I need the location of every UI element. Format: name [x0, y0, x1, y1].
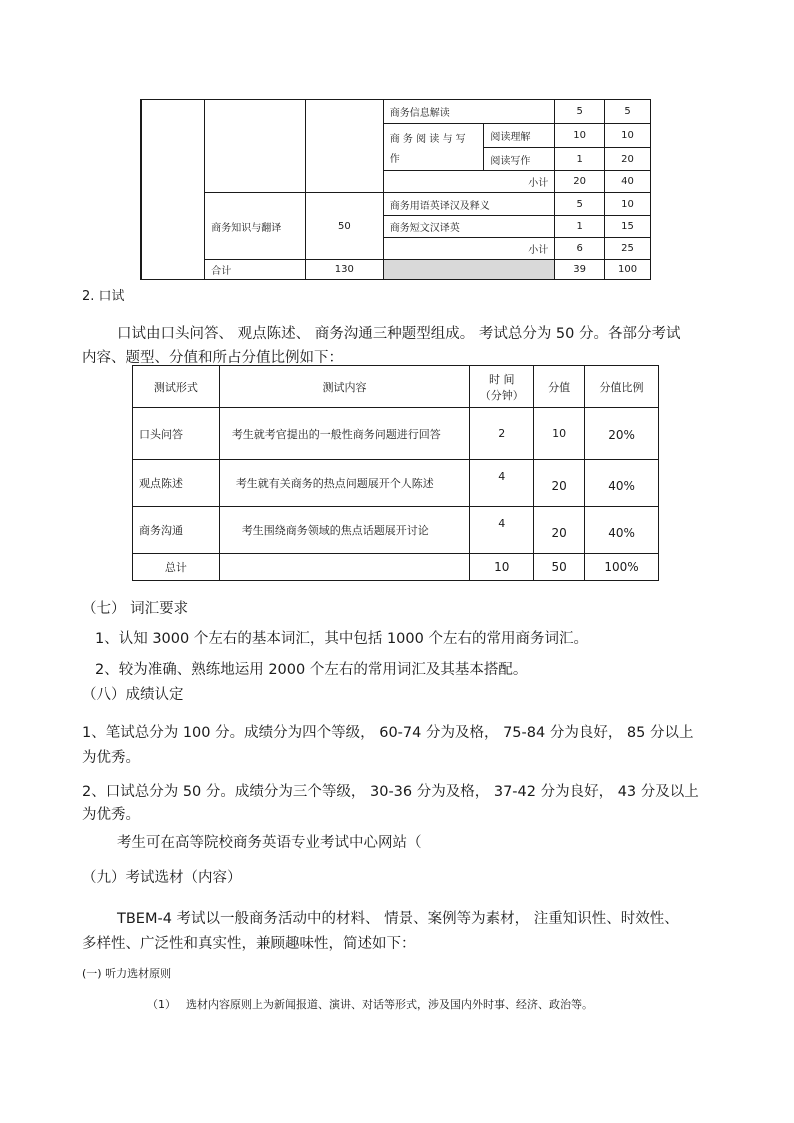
table1-cell: 10: [555, 124, 605, 148]
table1-cell: 阅读理解: [484, 124, 555, 148]
header-time-line: （分钟）: [479, 388, 524, 402]
website-note: 考生可在高等院校商务英语专业考试中心网站（: [117, 835, 422, 851]
table1-cell: 6: [555, 238, 605, 260]
row-time: 2: [470, 408, 534, 460]
table1-type-line: 作: [389, 154, 400, 165]
heading-listening: (一) 听力选材原则: [82, 967, 172, 980]
table1-cell: 10: [605, 193, 651, 216]
oral-intro-line: 口试由口头问答、 观点陈述、 商务沟通三种题型组成。 考试总分为 50 分。各部分考试: [117, 326, 681, 342]
oral-intro-line: 内容、题型、分值和所占分值比例如下：: [82, 350, 343, 366]
row-form: 商务沟通: [133, 507, 220, 554]
row-ratio: 40%: [585, 507, 659, 554]
table1-cell: 5: [555, 100, 605, 124]
table-row: [133, 460, 659, 507]
listening-item-text: 选材内容原则上为新闻报道、演讲、对话等形式，涉及国内外时事、经济、政治等。: [186, 998, 593, 1011]
table1-type-cell: [383, 124, 484, 171]
row-ratio: 40%: [585, 460, 659, 507]
table1-blank-cell: [205, 100, 306, 193]
row-score: 10: [534, 408, 585, 460]
table1-cell: 5: [555, 193, 605, 216]
table1-cell: 20: [605, 148, 651, 171]
table1-cell: 阅读写作: [484, 148, 555, 171]
grading-line: 为优秀。: [82, 807, 140, 823]
table1-total-score: 100: [605, 260, 651, 280]
table-row: [133, 408, 659, 460]
row-content: 考生就考官提出的一般性商务问题进行回答: [219, 408, 469, 460]
heading-grading: （八）成绩认定: [82, 687, 184, 703]
vocabulary-item: 2、较为准确、熟练地运用 2000 个左右的常用词汇及其基本搭配。: [95, 662, 528, 678]
row-score: 20: [534, 460, 585, 507]
total-time: 10: [470, 554, 534, 581]
grading-line: 为优秀。: [82, 750, 140, 766]
table1-cell: 1: [555, 216, 605, 238]
table1-subtotal-label: 小计: [383, 238, 554, 260]
table1-cell: 25: [605, 238, 651, 260]
header-time: [470, 366, 534, 408]
heading-vocabulary: （七） 词汇要求: [82, 601, 189, 617]
materials-line: TBEM-4 考试以一般商务活动中的材料、 情景、案例等为素材， 注重知识性、时效性、: [117, 911, 679, 927]
header-time-line: 时 间: [488, 372, 515, 386]
table1-blank-column: [141, 100, 205, 280]
table1-cell: 商务短文汉译英: [383, 216, 554, 238]
table1-cell: 20: [555, 171, 605, 193]
table1-blank-cell: [305, 100, 383, 193]
header-test-form: 测试形式: [133, 366, 220, 408]
table-row-total: [133, 554, 659, 581]
oral-test-table: [132, 365, 659, 581]
table1-cell: 10: [605, 124, 651, 148]
heading-materials: （九）考试选材（内容）: [82, 870, 242, 886]
table1-subtotal-label: 小计: [383, 171, 554, 193]
grading-line: 1、笔试总分为 100 分。成绩分为四个等级， 60-74 分为及格， 75-84 分为良好， 85 分以上: [82, 725, 694, 741]
table1-cell: 5: [605, 100, 651, 124]
table1-cell: 1: [555, 148, 605, 171]
row-content: 考生围绕商务领域的焦点话题展开讨论: [219, 507, 469, 554]
vocabulary-item: 1、认知 3000 个左右的基本词汇，其中包括 1000 个左右的常用商务词汇。: [95, 631, 588, 647]
listening-item-number: （1）: [147, 998, 176, 1011]
heading-oral-test: 2. 口试: [82, 289, 125, 304]
total-content-blank: [219, 554, 469, 581]
header-ratio: 分值比例: [585, 366, 659, 408]
grading-line: 2、口试总分为 50 分。成绩分为三个等级， 30-36 分为及格， 37-42 分为良好， 43 分及以上: [82, 784, 699, 800]
written-test-table: [140, 99, 651, 280]
row-ratio: 20%: [585, 408, 659, 460]
table1-type-line: 商 务 阅 读 与 写: [389, 134, 466, 145]
table1-section-name: 商务知识与翻译: [205, 193, 306, 260]
table1-cell: 商务信息解读: [383, 100, 554, 124]
table1-cell: 15: [605, 216, 651, 238]
table1-section-minutes: 50: [305, 193, 383, 260]
table1-cell: 40: [605, 171, 651, 193]
row-time: 4: [470, 460, 534, 507]
table1-shaded-cell: [383, 260, 554, 280]
table1-total-n: 39: [555, 260, 605, 280]
total-score: 50: [534, 554, 585, 581]
table1-cell: 商务用语英译汉及释义: [383, 193, 554, 216]
row-form: 观点陈述: [133, 460, 220, 507]
header-score: 分值: [534, 366, 585, 408]
row-content: 考生就有关商务的热点问题展开个人陈述: [219, 460, 469, 507]
row-score: 20: [534, 507, 585, 554]
row-time: 4: [470, 507, 534, 554]
table1-total-label: 合计: [205, 260, 306, 280]
materials-line: 多样性、广泛性和真实性，兼顾趣味性，简述如下：: [82, 936, 416, 952]
row-form: 口头问答: [133, 408, 220, 460]
total-ratio: 100%: [585, 554, 659, 581]
table-row: [133, 507, 659, 554]
header-test-content: 测试内容: [219, 366, 469, 408]
table1-total-minutes: 130: [305, 260, 383, 280]
total-form: 总计: [133, 554, 220, 581]
